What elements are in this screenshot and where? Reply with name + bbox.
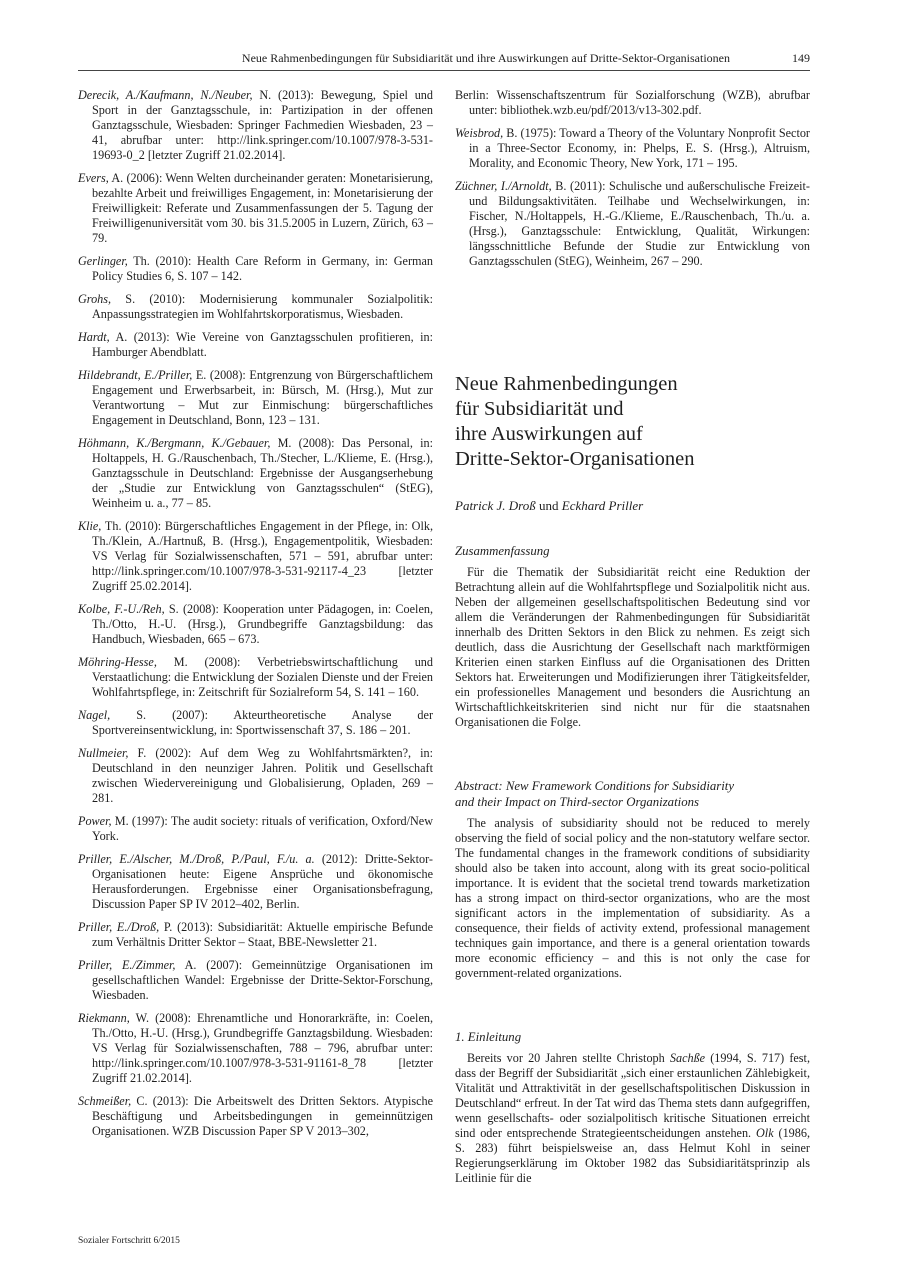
section-heading xyxy=(455,778,810,810)
reference-entry xyxy=(78,746,433,806)
reference-entry xyxy=(78,958,433,1003)
reference-text: M. (2008): Das Personal, in: Holtappels, H. G./Rauschenbach, Th./Stecher, L./Klieme, E. (Hrsg.), Ganztagsschule in Deutschland: Ergebnisse der Ausgangserhebung der „Studie zur Entwicklung von Ganztagsschulen“ (StEG), Weinheim u. a., 77 – 85. xyxy=(92,436,434,510)
zusammenfassung-text: Für die Thematik der Subsidiarität reicht eine Reduktion der Betrachtung allein auf die Wohlfahrtspflege und Sozialpolitik nicht aus. Neben der allgemeinen gesellschaftspolitischen Bedeutung sind vor allem die Veränderungen der Rahmenbedingungen für Subsidiarität innerhalb des Dritten Sektors in den Blick zu nehmen. Es zeigt sich deutlich, dass die Ausrichtung der Gesellschaft nach marktförmigen Kriterien einen starken Einfluss auf die Organisationen des Dritten Sektors hat. Erweiterungen und Modifizierungen ihrer Tätigkeitsfelder, ein professionelles Management und besonders die Ausrichtung an Wirtschaftlichkeitskriterien sind nicht nur für die staatsnahen Organisationen die Folge. xyxy=(455,565,810,729)
reference-authors: Höhmann, K./Bergmann, K./Gebauer, xyxy=(78,436,271,450)
reference-entry xyxy=(78,655,433,700)
reference-text: (2012): Dritte-Sektor-Organisationen heute: Eigene Ansprüche und ökonomische Herausforderungen. Ergebnisse einer Organisationsbefragung, Discussion Paper SP IV 2012–402, Berlin. xyxy=(92,852,433,911)
reference-authors: Priller, E./Zimmer, xyxy=(78,958,176,972)
section-heading: Zusammenfassung xyxy=(455,544,550,558)
title-line: ihre Auswirkungen auf xyxy=(455,423,643,445)
reference-authors: Priller, E./Droß, xyxy=(78,920,160,934)
reference-entry xyxy=(78,920,433,950)
reference-text: S. (2007): Akteurtheoretische Analyse der Sportvereinsentwicklung, in: Sportwissenschaft 37, S. 186 – 201. xyxy=(92,708,433,737)
reference-authors: Power, xyxy=(78,814,112,828)
reference-text: F. (2002): Auf dem Weg zu Wohlfahrtsmärkten?, in: Deutschland in den neunziger Jahren. Politik und Gesellschaft zwischen Wiedervereinigung und Globalisierung, Opladen, 269 – 281. xyxy=(92,746,433,805)
reference-entry xyxy=(78,1011,433,1086)
reference-text: N. (2013): Bewegung, Spiel und Sport in der Ganztagsschule, in: Partizipation in der offenen Ganztagsschule, Wiesbaden: Springer Fachmedien Wiesbaden, 23 – 41, abrufbar unter: http://link.springer.com/10.1007/978-3-531-19693-0_2 [letzter Zugriff 21.02.2014]. xyxy=(92,88,433,162)
reference-text: B. (2011): Schulische und außerschulische Freizeit- und Bildungsaktivitäten. Teilhabe und Wechselwirkungen, in: Fischer, N./Holtappels, H.-G./Klieme, E./Rauschenbach, Th./u. a. (Hrsg.), Ganztagsschule: Entwicklung, Qualität, Wirkungen: längsschnittliche Befunde der Studie zur Entwicklung von Ganztagsschulen (StEG), Weinheim, 267 – 290. xyxy=(469,179,810,268)
text-run: (1994, S. 717) fest, dass der Begriff der Subsidiarität „sich einer erstaunlichen Zählebigkeit, Vitalität und Attraktivität in der gesellschaftspolitischen Diskussion in Deutschland“ erfreut. In der Tat wird das Thema stets dann aufgegriffen, wenn gesellschafts- oder sozialpolitisch kritische Situationen erreicht sind oder entsprechende Strategieentscheidungen anstehen. xyxy=(455,1051,810,1140)
reference-entry xyxy=(78,171,433,246)
article-authors xyxy=(455,498,810,514)
reference-authors: Möhring-Hesse, xyxy=(78,655,157,669)
reference-entry xyxy=(78,292,433,322)
reference-authors: Hardt, xyxy=(78,330,110,344)
title-line: für Subsidiarität und xyxy=(455,398,624,420)
journal-footer: Sozialer Fortschritt 6/2015 xyxy=(78,1236,180,1246)
title-line: Neue Rahmenbedingungen xyxy=(455,373,678,395)
einleitung-section xyxy=(455,1029,810,1186)
article-title xyxy=(455,372,810,472)
reference-entry xyxy=(78,519,433,594)
reference-entry xyxy=(78,814,433,844)
reference-text: A. (2007): Gemeinnützige Organisationen im gesellschaftlichen Wandel: Ergebnisse der Dritte-Sektor-Forschung, Wiesbaden. xyxy=(92,958,433,1002)
reference-entry xyxy=(78,436,433,511)
text-run: (1986, S. 283) führt beispielsweise an, dass Helmut Kohl in seiner Regierungserklärung im Oktober 1982 das Subsidiaritätsprinzip als Leitlinie für die xyxy=(455,1126,810,1185)
abstract-text: The analysis of subsidiarity should not be reduced to merely observing the field of social policy and the non-statutory welfare sector. The fundamental changes in the framework conditions of subsidiarity should also be taken into account, along with its great socio-political importance. It is evident that the societal trend towards marketization has a strong impact on third-sector organizations, who are the most significant actors in the implementation of subsidiarity. As a consequence, their fields of activity extend, professional management techniques gain importance, and there is a general orientation towards more economic efficiency – and this is not only the case for government-related organizations. xyxy=(455,816,810,980)
reference-entry xyxy=(455,126,810,171)
reference-entry xyxy=(78,88,433,163)
reference-list-right xyxy=(455,88,810,277)
reference-authors: Nagel, xyxy=(78,708,111,722)
reference-text: M. (2008): Verbetriebswirtschaftlichung und Verstaatlichung: die Entwicklung der Sozialen Dienste und der Freien Wohlfahrtspflege, in: Zeitschrift für Sozialreform 54, S. 141 – 160. xyxy=(92,655,433,699)
reference-authors: Kolbe, F.-U./Reh, xyxy=(78,602,165,616)
reference-entry xyxy=(78,708,433,738)
author-name: Patrick J. Droß xyxy=(455,498,536,513)
reference-text: S. (2010): Modernisierung kommunaler Sozialpolitik: Anpassungsstrategien im Wohlfahrtskorporatismus, Wiesbaden. xyxy=(92,292,433,321)
reference-entry xyxy=(78,1094,433,1139)
reference-authors: Derecik, A./Kaufmann, N./Neuber, xyxy=(78,88,253,102)
reference-entry xyxy=(78,602,433,647)
reference-text: Th. (2010): Health Care Reform in Germany, in: German Policy Studies 6, S. 107 – 142. xyxy=(92,254,433,283)
reference-text: S. (2008): Kooperation unter Pädagogen, in: Coelen, Th./Otto, H.-U. (Hrsg.), Grundbegriffe Ganztagsbildung: das Handbuch, Wiesbaden, 665 – 673. xyxy=(92,602,433,646)
reference-entry xyxy=(78,852,433,912)
reference-authors: Riekmann, xyxy=(78,1011,130,1025)
running-title: Neue Rahmenbedingungen für Subsidiarität und ihre Auswirkungen auf Dritte-Sektor-Organisationen xyxy=(241,51,730,65)
abstract-section xyxy=(455,778,810,981)
reference-entry xyxy=(78,330,433,360)
einleitung-text xyxy=(455,1051,810,1186)
reference-list-left xyxy=(78,88,433,1147)
reference-text: E. (2008): Entgrenzung von Bürgerschaftlichem Engagement und Erwerbsarbeit, in: Bürsch, M. (Hrsg.), Mut zur Verantwortung – Mut zur Einmischung: bürgerschaftliches Engagement in Deutschland, Bonn, 123 – 131. xyxy=(92,368,433,427)
reference-text: P. (2013): Subsidiarität: Aktuelle empirische Befunde zum Verhältnis Dritter Sektor – Staat, BBE-Newsletter 21. xyxy=(92,920,433,949)
citation-author: Olk xyxy=(756,1126,774,1140)
abstract-heading-line: Abstract: New Framework Conditions for Subsidiarity xyxy=(455,779,735,793)
reference-authors: Klie, xyxy=(78,519,102,533)
reference-text: Berlin: Wissenschaftszentrum für Sozialforschung (WZB), abrufbar unter: bibliothek.wzb.eu/pdf/2013/v13-302.pdf. xyxy=(455,88,810,117)
text-run: Bereits vor 20 Jahren stellte Christoph xyxy=(467,1051,670,1065)
reference-authors: Grohs, xyxy=(78,292,112,306)
title-line: Dritte-Sektor-Organisationen xyxy=(455,448,695,470)
reference-text: A. (2006): Wenn Welten durcheinander geraten: Monetarisierung, bezahlte Arbeit und freiwilliges Engagement, in: Monetarisierung der Freiwilligkeit: Referate und Zusammenfassungen der 5. Tagung der Freiwilligenuniversität vom 30. bis 31.5.2005 in Luzern, Zürich, 63 – 79. xyxy=(92,171,433,245)
reference-authors: Priller, E./Alscher, M./Droß, P./Paul, F./u. a. xyxy=(78,852,315,866)
reference-text: B. (1975): Toward a Theory of the Voluntary Nonprofit Sector in a Three-Sector Economy, in: Phelps, E. S. (Hrsg.), Altruism, Morality, and Economic Theory, New York, 171 – 195. xyxy=(469,126,810,170)
citation-author: Sachße xyxy=(669,1051,706,1065)
page-number: 149 xyxy=(792,51,810,65)
reference-text: C. (2013): Die Arbeitswelt des Dritten Sektors. Atypische Beschäftigung und Arbeitsbedingungen in gemeinnützigen Organisationen. WZB Discussion Paper SP V 2013–302, xyxy=(92,1094,433,1138)
reference-authors: Nullmeier, xyxy=(78,746,129,760)
reference-authors: Weisbrod, xyxy=(455,126,504,140)
reference-authors: Gerlinger, xyxy=(78,254,128,268)
running-header xyxy=(78,50,810,71)
reference-text: W. (2008): Ehrenamtliche und Honorarkräfte, in: Coelen, Th./Otto, H.-U. (Hrsg.), Grundbegriffe Ganztagsbildung. Wiesbaden: VS Verlag für Sozialwissenschaften, 788 – 796, abrufbar unter: http://link.springer.com/10.1007/978-3-531-91161-8_78 [letzter Zugriff 21.02.2014]. xyxy=(92,1011,433,1085)
reference-entry xyxy=(455,88,810,118)
abstract-heading-line: and their Impact on Third-sector Organizations xyxy=(455,795,699,809)
reference-entry xyxy=(78,254,433,284)
reference-authors: Hildebrandt, E./Priller, xyxy=(78,368,193,382)
reference-entry xyxy=(455,179,810,269)
reference-entry xyxy=(78,368,433,428)
reference-authors: Evers, xyxy=(78,171,109,185)
reference-authors: Schmeißer, xyxy=(78,1094,132,1108)
author-conjunction: und xyxy=(535,498,562,513)
reference-text: A. (2013): Wie Vereine von Ganztagsschulen profitieren, in: Hamburger Abendblatt. xyxy=(92,330,433,359)
section-heading: 1. Einleitung xyxy=(455,1030,522,1044)
zusammenfassung-section xyxy=(455,543,810,730)
reference-text: M. (1997): The audit society: rituals of verification, Oxford/New York. xyxy=(92,814,433,843)
author-name: Eckhard Priller xyxy=(561,498,644,513)
reference-authors: Züchner, I./Arnoldt, xyxy=(455,179,552,193)
reference-text: Th. (2010): Bürgerschaftliches Engagement in der Pflege, in: Olk, Th./Klein, A./Hartnuß, B. (Hrsg.), Engagementpolitik, Wiesbaden: VS Verlag für Sozialwissenschaften, 571 – 591, abrufbar unter: http://link.springer.com/10.1007/978-3-531-92117-4_23 [letzter Zugriff 25.02.2014]. xyxy=(92,519,433,593)
